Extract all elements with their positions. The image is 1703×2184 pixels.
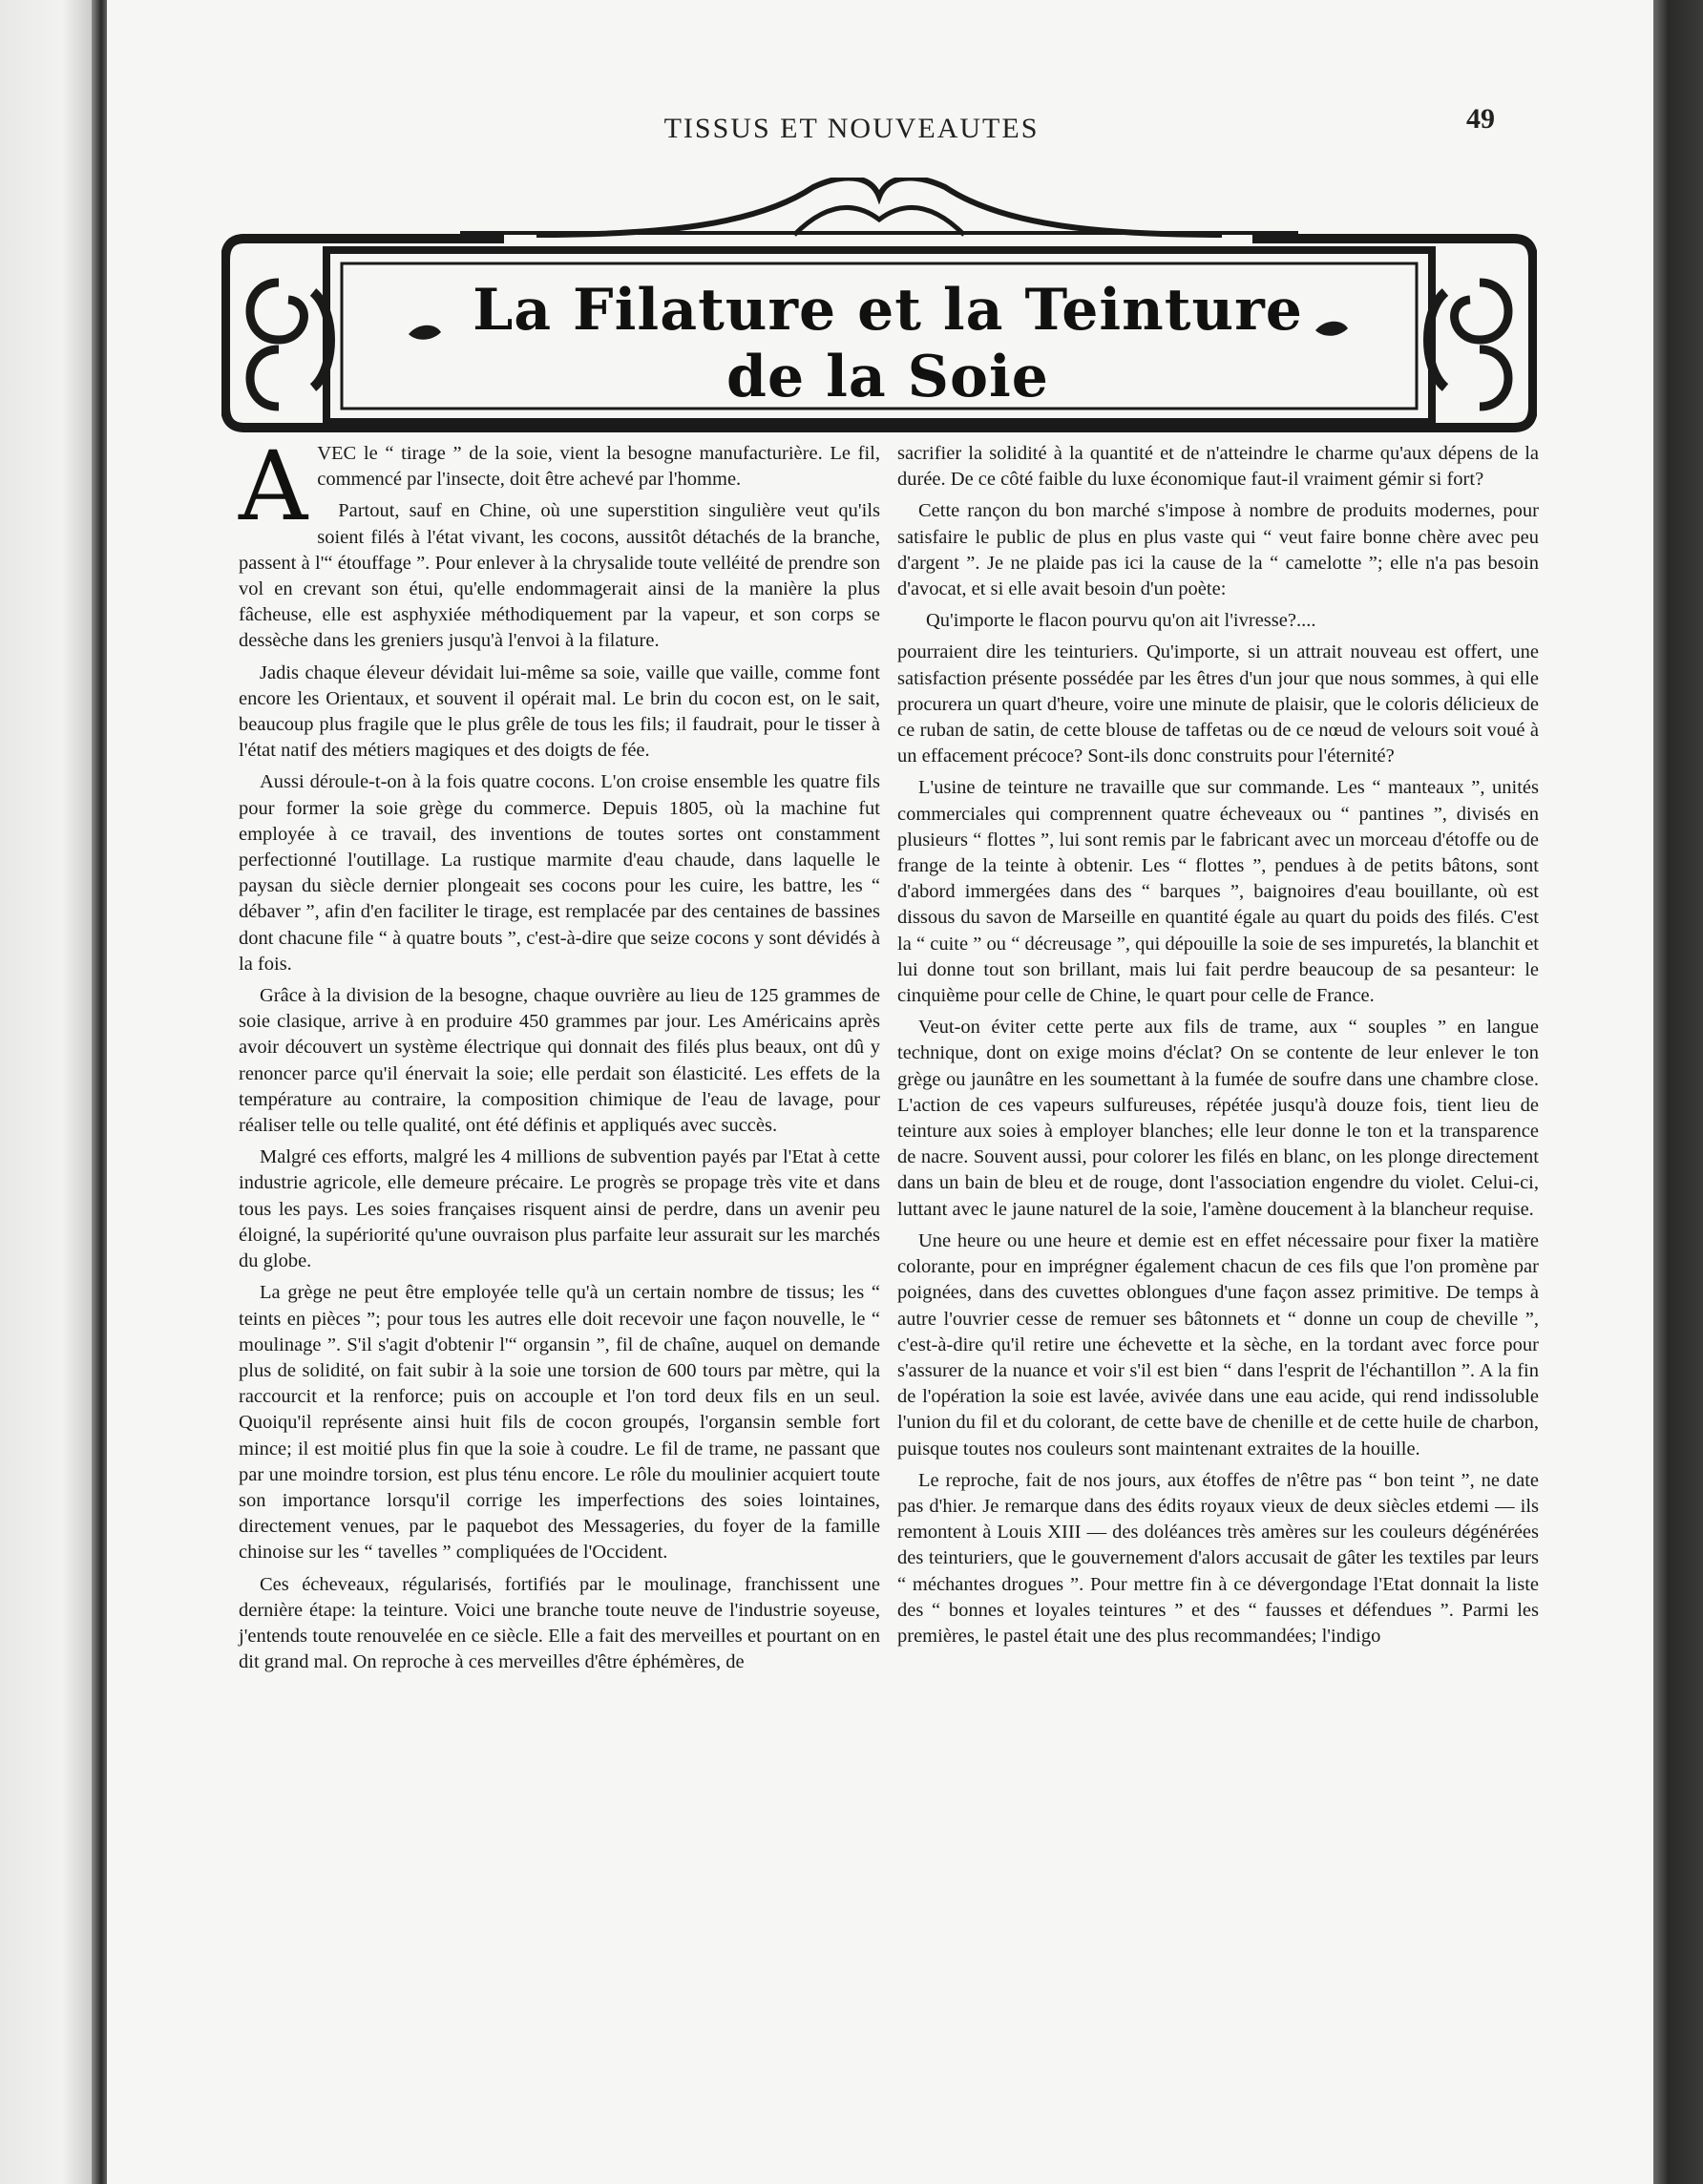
running-title: TISSUS ET NOUVEAUTES — [663, 113, 1040, 144]
paragraph: pourraient dire les teinturiers. Qu'importe, si un attrait nouveau est offert, une satisfaction présente possédée par les êtres d'un jour que nous sommes, à qui elle procurera un quart d'heure, voire une minute de plaisir, que le coloris délicieux de ce ruban de satin, de cette blouse de taffetas ou de ce nœud de velours soit voué à un effacement précoce? Sont-ils donc construits pour l'éternité? — [897, 641, 1539, 767]
paragraph: Partout, sauf en Chine, où une superstition singulière veut qu'ils soient filés à l'état vivant, les cocons, aussitôt détachés de la branche, passent à l'“ étouffage ”. Pour enlever à la chrysalide toute velléité de prendre son vol en crevant son étui, qu'elle endommagerait ainsi de la manière la plus fâcheuse, elle est asphyxiée méthodiquement par la vapeur, et son corps se dessèche dans les greniers jusqu'à l'envoi à la filature. — [239, 500, 880, 652]
left-column — [239, 430, 880, 1681]
page-edge-shadow — [1653, 0, 1703, 2184]
paragraph: Grâce à la division de la besogne, chaque ouvrière au lieu de 125 grammes de soie clasique, arrive à en produire 450 grammes par jour. Les Américains après avoir découvert un système électrique qui donnait des filés plus beaux, ont dû y renoncer parce qu'il énervait la soie; elle perdait son élasticité. Les effets de la température au contraire, la composition chimique de l'eau de lavage, pour réaliser telle ou telle qualité, ont été définis et appliqués avec succès. — [239, 985, 880, 1137]
article-title: La Filature et la Teinture de la Soie — [473, 277, 1303, 410]
drop-cap: A — [239, 430, 308, 542]
paragraph: Cette rançon du bon marché s'impose à nombre de produits modernes, pour satisfaire le public de plus en plus vaste qui “ veut faire bonne chère avec peu d'argent ”. Je ne plaide pas ici la cause de la “ camelotte ”; elle n'a pas besoin d'avocat, et si elle avait besoin d'un poète: — [897, 500, 1539, 600]
paragraph: Le reproche, fait de nos jours, aux étoffes de n'être pas “ bon teint ”, ne date pas d'hier. Je remarque dans des édits royaux vieux de deux siècles etdemi — ils remontent à Louis XIII — des doléances très amères sur les couleurs dégénérées des teinturiers, que le gouvernement d'alors accusait de gâter les textiles par leurs “ méchantes drogues ”. Pour mettre fin à ce dévergondage l'Etat donnait la liste des “ bonnes et loyales teintures ” et des “ fausses et défendues ”. Parmi les premières, le pastel était une des plus recommandées; l'indigo — [897, 1469, 1539, 1647]
paragraph: Ces écheveaux, régularisés, fortifiés par le moulinage, franchissent une dernière étape: la teinture. Voici une branche toute neuve de l'industrie soyeuse, j'entends toute renouvelée en ce siècle. Elle a fait des merveilles et pourtant on en dit grand mal. On reproche à ces merveilles d'être éphémères, de — [239, 1573, 880, 1673]
page-number: 49 — [1466, 103, 1495, 135]
paragraph: Jadis chaque éleveur dévidait lui-même sa soie, vaille que vaille, comme font encore les Orientaux, et souvent il opérait mal. Le brin du cocon est, on le sait, beaucoup plus fragile que le plus grêle de tous les fils; il faudrait, pour le tisser à l'état natif des métiers magiques et des doigts de fée. — [239, 662, 880, 762]
paragraph: Malgré ces efforts, malgré les 4 millions de subvention payés par l'Etat à cette industrie agricole, elle demeure précaire. Le progrès se propage très vite et dans tous les pays. Les soies françaises risquent ainsi de perdre, dans un avenir peu éloigné, la supériorité qu'une ouvraison plus parfaite leur assurait sur les marchés du globe. — [239, 1146, 880, 1272]
verse-quote: Qu'importe le flacon pourvu qu'on ait l'ivresse?.... — [926, 610, 1316, 632]
paragraph: Aussi déroule-t-on à la fois quatre cocons. L'on croise ensemble les quatre fils pour former la soie grège du commerce. Depuis 1805, où la machine fut employée à ce travail, des inventions de toutes sortes ont constamment perfectionné l'outillage. La rustique marmite d'eau chaude, dans laquelle le paysan du siècle dernier plongeait ses cocons pour les cuire, les battre, les “ débaver ”, afin d'en faciliter le tirage, est remplacée par des centaines de bassines dont chacune file “ à quatre bouts ”, c'est-à-dire que seize cocons y sont dévidés à la fois. — [239, 771, 880, 975]
paragraph — [239, 430, 880, 542]
paragraph-text: VEC le “ tirage ” de la soie, vient la besogne manufacturière. Le fil, commencé par l'insecte, doit être achevé par l'homme. — [317, 443, 880, 491]
paragraph: Veut-on éviter cette perte aux fils de trame, aux “ souples ” en langue technique, dont on exige moins d'éclat? On se contente de leur enlever le ton grège ou jaunâtre en les soumettant à la fumée de soufre dans une chambre close. L'action de ces vapeurs sulfureuses, répétée jusqu'à douze fois, tient lieu de teinture aux soies à employer blanches; elle leur donne le ton et la transparence de nacre. Souvent aussi, pour colorer les filés en blanc, on les plonge directement dans un bain de bleu et de rouge, dont l'association engendre du violet. Celui-ci, luttant avec le jaune naturel de la soie, l'amène doucement à la blancheur requise. — [897, 1017, 1539, 1220]
paragraph: Une heure ou une heure et demie est en effet nécessaire pour fixer la matière colorante, pour en imprégner également chacun de ces fils que l'on promène par poignées, dans des cuvettes oblongues d'une façon assez primitive. De temps à autre l'ouvrier cesse de remuer ses bâtonnets et “ donne un coup de cheville ”, c'est-à-dire qu'il retire une échevette et la sèche, en la tordant avec force pour s'assurer de la nuance et voir s'il est bien “ dans l'esprit de l'échantillon ”. A la fin de l'opération la soie est lavée, avivée dans une eau acide, qui rend indissoluble l'union du fil et du colorant, de cette bave de chenille et de cette huile de charbon, puisque toutes nos couleurs sont maintenant extraites de la houille. — [897, 1229, 1539, 1460]
facing-page-edge — [0, 0, 103, 2184]
right-column — [897, 441, 1539, 1655]
paragraph: La grège ne peut être employée telle qu'à un certain nombre de tissus; les “ teints en pièces ”; pour tous les autres elle doit recevoir une façon nouvelle, le “ moulinage ”. S'il s'agit d'obtenir l'“ organsin ”, fil de chaîne, auquel on demande plus de solidité, on fait subir à la soie une torsion de 600 tours par mètre, qui la raccourcit et la renforce; puis on accouple et l'on tord deux fils en un seul. Quoiqu'il représente ainsi huit fils de cocon groupés, l'organsin semble fort mince; il est moitié plus fin que la soie à coudre. Le fil de trame, ne passant que par une moindre torsion, est plus ténu encore. Le rôle du moulinier acquiert toute son importance lorsqu'il corrige les imperfections des soies lointaines, directement venues, par le paquebot des Messageries, du foyer de la famille chinoise sur les “ tavelles ” compliquées de l'Occident. — [239, 1282, 880, 1564]
paragraph: L'usine de teinture ne travaille que sur commande. Les “ manteaux ”, unités commerciales qui comprennent quatre écheveaux ou “ pantines ”, divisés en plusieurs “ flottes ”, lui sont remis par le fabricant avec un morceau d'étoffe ou de frange de la teinte à obtenir. Les “ flottes ”, pendues à de petits bâtons, sont d'abord immergées dans des “ barques ”, baignoires d'eau bouillante, où est dissous du savon de Marseille en quantité égale au quart du poids des filés. C'est la “ cuite ” ou “ décreusage ”, qui dépouille la soie de ses impuretés, la blanchit et lui donne tout son brillant, mais lui fait perdre beaucoup de sa pesanteur: le cinquième pour celle de Chine, le quart pour celle de France. — [897, 777, 1539, 1007]
paragraph: sacrifier la solidité à la quantité et de n'atteindre le charme qu'aux dépens de la durée. De ce côté faible du luxe économique faut-il vraiment gémir si fort? — [897, 443, 1539, 491]
